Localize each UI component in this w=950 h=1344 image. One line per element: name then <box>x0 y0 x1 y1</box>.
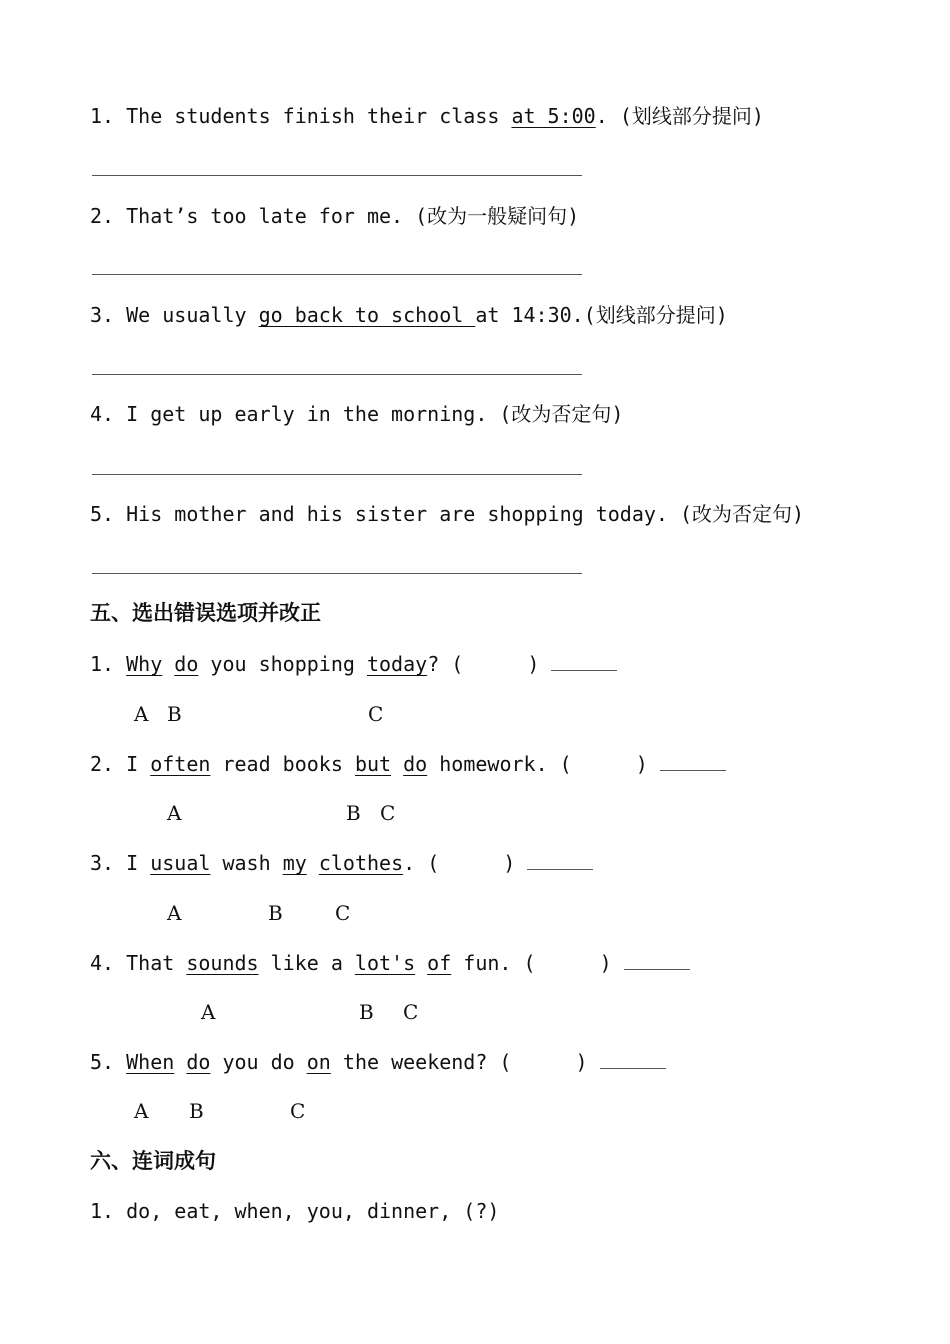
p4-q2: 2. That’s too late for me. (改为一般疑问句) <box>90 204 580 228</box>
p5-q1: 1. Why do you shopping today? ( ) <box>90 651 617 677</box>
correction-blank[interactable] <box>624 951 690 970</box>
correction-blank[interactable] <box>527 851 593 870</box>
p5-q3: 3. I usual wash my clothes. ( ) <box>90 850 593 876</box>
p4-q4: 4. I get up early in the morning. (改为否定句) <box>90 402 624 426</box>
p6-q1: 1. do, eat, when, you, dinner, (?) <box>90 1199 500 1223</box>
p5-q2: 2. I often read books but do homework. ( ) <box>90 751 726 777</box>
answer-line[interactable] <box>92 474 582 475</box>
p4-q5: 5. His mother and his sister are shopping today. (改为否定句) <box>90 502 805 526</box>
answer-line[interactable] <box>92 274 582 275</box>
correction-blank[interactable] <box>600 1050 666 1069</box>
p5-q4: 4. That sounds like a lot's of fun. ( ) <box>90 950 690 976</box>
answer-line[interactable] <box>92 573 582 574</box>
p5-q5: 5. When do you do on the weekend? ( ) <box>90 1049 666 1075</box>
p4-q3: 3. We usually go back to school at 14:30.(划线部分提问) <box>90 303 728 327</box>
answer-line[interactable] <box>92 374 582 375</box>
section-heading-6: 六、连词成句 <box>90 1149 216 1173</box>
correction-blank[interactable] <box>660 752 726 771</box>
section-heading-5: 五、选出错误选项并改正 <box>90 601 321 625</box>
answer-line[interactable] <box>92 175 582 176</box>
correction-blank[interactable] <box>551 652 617 671</box>
p4-q1: 1. The students finish their class at 5:00. (划线部分提问) <box>90 104 764 128</box>
